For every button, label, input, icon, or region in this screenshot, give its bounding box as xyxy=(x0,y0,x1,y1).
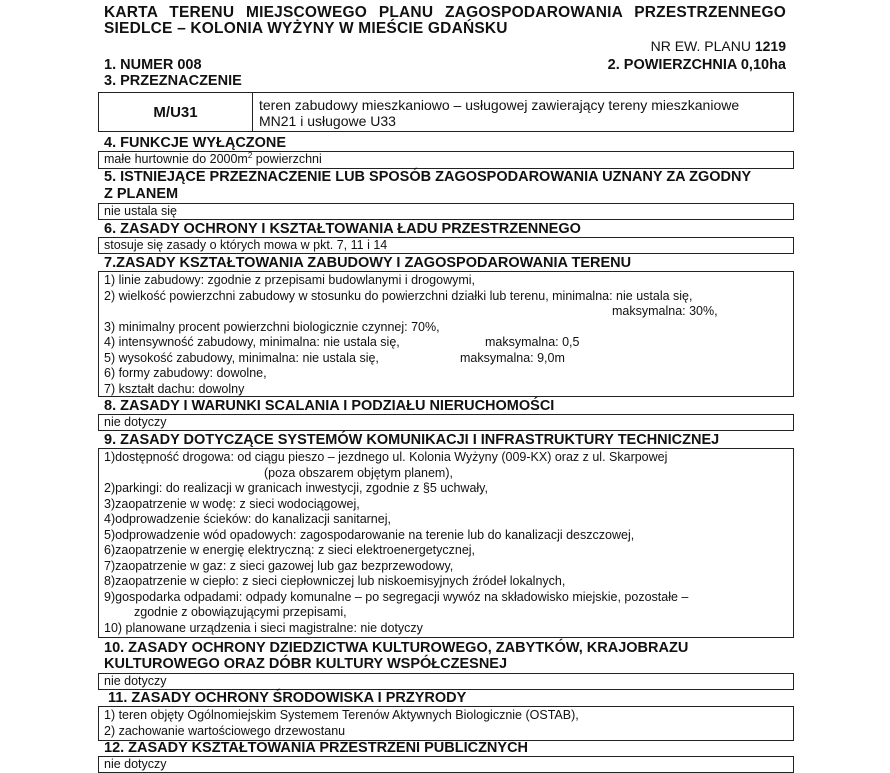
section-7-line-2: 2) wielkość powierzchni zabudowy w stosunku do powierzchni działki lub terenu, minimalna: nie ustala się, xyxy=(104,288,693,303)
section-2-heading: 2. POWIERZCHNIA 0,10ha xyxy=(607,57,786,73)
section-11-heading: 11. ZASADY OCHRONY ŚRODOWISKA I PRZYRODY xyxy=(108,690,467,706)
section-8-text: nie dotyczy xyxy=(104,415,167,429)
section-7-line-3: 3) minimalny procent powierzchni biologicznie czynnej: 70%, xyxy=(104,319,440,334)
section-8-heading: 8. ZASADY I WARUNKI SCALANIA I PODZIAŁU NIERUCHOMOŚCI xyxy=(104,398,555,414)
section-9-line-10: 10) planowane urządzenia i sieci magistralne: nie dotyczy xyxy=(104,620,423,635)
section-8-box xyxy=(98,414,794,431)
plan-number-label: NR EW. PLANU xyxy=(650,38,751,54)
section-9-line-4: 4)odprowadzenie ścieków: do kanalizacji sanitarnej, xyxy=(104,512,391,526)
section-7-line-2b: maksymalna: 30%, xyxy=(612,304,718,318)
section-7-box xyxy=(98,271,794,397)
section-7-line-5b: maksymalna: 9,0m xyxy=(460,350,565,365)
section-7-line-5a: 5) wysokość zabudowy, minimalna: nie ustala się, xyxy=(104,350,379,365)
document-title-line-2: SIEDLCE – KOLONIA WYŻYNY W MIEŚCIE GDAŃSKU xyxy=(104,20,508,37)
section-4-box xyxy=(98,151,794,169)
section-6-box xyxy=(98,237,794,254)
section-12-heading: 12. ZASADY KSZTAŁTOWANIA PRZESTRZENI PUBLICZNYCH xyxy=(104,740,529,756)
section-10-heading-line-2: KULTUROWEGO ORAZ DÓBR KULTURY WSPÓŁCZESNEJ xyxy=(104,656,508,672)
section-5-heading-line-1: 5. ISTNIEJĄCE PRZEZNACZENIE LUB SPOSÓB ZAGOSPODAROWANIA UZNANY ZA ZGODNY xyxy=(104,169,752,185)
plan-number-value: 1219 xyxy=(754,38,786,54)
section-9-line-5: 5)odprowadzenie wód opadowych: zagospodarowanie na terenie lub do kanalizacji deszczowej, xyxy=(104,527,635,542)
section-4-text xyxy=(104,152,788,168)
section-6-text: stosuje się zasady o których mowa w pkt. 7, 11 i 14 xyxy=(104,238,388,252)
section-5-text: nie ustala się xyxy=(104,204,177,218)
section-11-line-1: 1) teren objęty Ogólnomiejskim Systemem Terenów Aktywnych Biologicznie (OSTAB), xyxy=(104,708,579,722)
section-7-line-1: 1) linie zabudowy: zgodnie z przepisami budowlanymi i drogowymi, xyxy=(104,273,476,287)
section-4-heading: 4. FUNKCJE WYŁĄCZONE xyxy=(104,135,287,151)
section-9-line-3: 3)zaopatrzenie w wodę: z sieci wodociągowej, xyxy=(104,496,360,511)
section-9-line-9: 9)gospodarka odpadami: odpady komunalne – po segregacji wywóz na składowisko miejskie, pozostałe – xyxy=(104,589,689,604)
section-4-text-sup: 2 xyxy=(247,151,253,160)
section-7-line-5 xyxy=(104,351,788,367)
section-4-text-b: powierzchni xyxy=(252,152,322,166)
section-12-text: nie dotyczy xyxy=(104,757,167,771)
section-9-heading: 9. ZASADY DOTYCZĄCE SYSTEMÓW KOMUNIKACJI I INFRASTRUKTURY TECHNICZNEJ xyxy=(104,432,720,448)
section-9-line-2: 2)parkingi: do realizacji w granicach inwestycji, zgodnie z §5 uchwały, xyxy=(104,481,488,495)
designation-box xyxy=(98,92,794,132)
section-9-line-7: 7)zaopatrzenie w gaz: z sieci gazowej lub gaz bezprzewodowy, xyxy=(104,558,454,573)
section-4-text-a: małe hurtownie do 2000m xyxy=(104,152,248,166)
section-7-line-7: 7) kształt dachu: dowolny xyxy=(104,381,245,396)
section-9-line-8: 8)zaopatrzenie w ciepło: z sieci ciepłowniczej lub niskoemisyjnych źródeł lokalnych, xyxy=(104,574,566,588)
section-7-line-6: 6) formy zabudowy: dowolne, xyxy=(104,366,267,380)
section-5-heading-line-2: Z PLANEM xyxy=(104,186,179,202)
section-10-text: nie dotyczy xyxy=(104,674,167,688)
section-9-line-1: 1)dostępność drogowa: od ciągu pieszo – jezdnego ul. Kolonia Wyżyny (009-KX) oraz z ul. Skarpowej xyxy=(104,450,668,464)
section-5-box xyxy=(98,203,794,220)
section-11-line-2: 2) zachowanie wartościowego drzewostanu xyxy=(104,723,346,738)
designation-description-line-2: MN21 i usługowe U33 xyxy=(259,113,396,129)
designation-code: M/U31 xyxy=(99,93,253,131)
section-7-line-4 xyxy=(104,335,788,351)
section-10-box xyxy=(98,673,794,690)
designation-description-line-1: teren zabudowy mieszkaniowo – usługowej zawierający tereny mieszkaniowe xyxy=(259,97,740,113)
section-9-line-9b: zgodnie z obowiązującymi przepisami, xyxy=(134,605,347,619)
plan-number xyxy=(651,38,786,54)
section-10-heading-line-1: 10. ZASADY OCHRONY DZIEDZICTWA KULTUROWEGO, ZABYTKÓW, KRAJOBRAZU xyxy=(104,640,689,656)
section-6-heading: 6. ZASADY OCHRONY I KSZTAŁTOWANIA ŁADU PRZESTRZENNEGO xyxy=(104,221,581,237)
section-7-line-4b: maksymalna: 0,5 xyxy=(485,335,580,349)
section-3-heading: 3. PRZEZNACZENIE xyxy=(104,73,242,89)
section-7-heading: 7.ZASADY KSZTAŁTOWANIA ZABUDOWY I ZAGOSPODAROWANIA TERENU xyxy=(104,255,632,271)
section-11-box xyxy=(98,706,794,741)
section-12-box xyxy=(98,756,794,773)
section-7-line-4a: 4) intensywność zabudowy, minimalna: nie ustala się, xyxy=(104,335,400,349)
section-1-heading: 1. NUMER 008 xyxy=(104,57,202,73)
designation-description xyxy=(259,97,785,129)
section-9-line-6: 6)zaopatrzenie w energię elektryczną: z sieci elektroenergetycznej, xyxy=(104,543,476,557)
document-title-line-1: KARTA TERENU MIEJSCOWEGO PLANU ZAGOSPODAROWANIA PRZESTRZENNEGO xyxy=(104,4,786,21)
section-9-line-1b: (poza obszarem objętym planem), xyxy=(264,465,453,480)
section-9-box xyxy=(98,448,794,638)
